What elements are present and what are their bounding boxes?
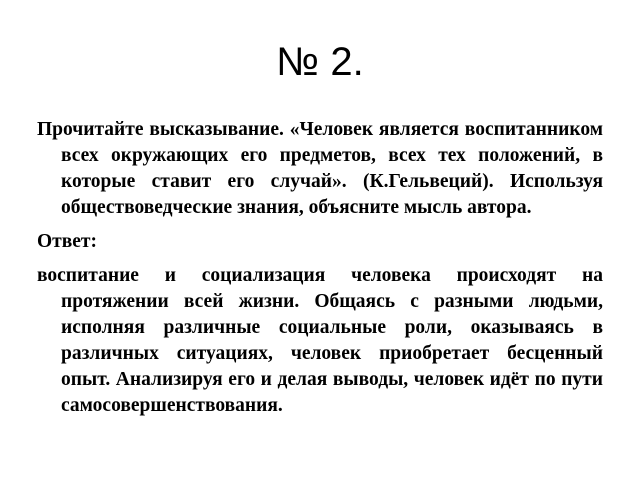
- slide-content: [37, 117, 603, 419]
- slide-title: № 2.: [276, 40, 364, 84]
- answer-text: воспитание и социализация человека происходят на протяжении всей жизни. Общаясь с разными людьми, исполняя различные социальные роли, оказываясь в различных ситуациях, человек приобретает бесценный опыт. Анализируя его и делая выводы, человек идёт по пути самосовершенствования.: [37, 265, 603, 416]
- answer-label: Ответ:: [37, 231, 98, 252]
- task-text: Прочитайте высказывание. «Человек является воспитанником всех окружающих его предметов, всех тех положений, в которые ставит его случай». (К.Гельвеций). Используя обществоведческие знания, объясните мысль автора.: [37, 119, 603, 218]
